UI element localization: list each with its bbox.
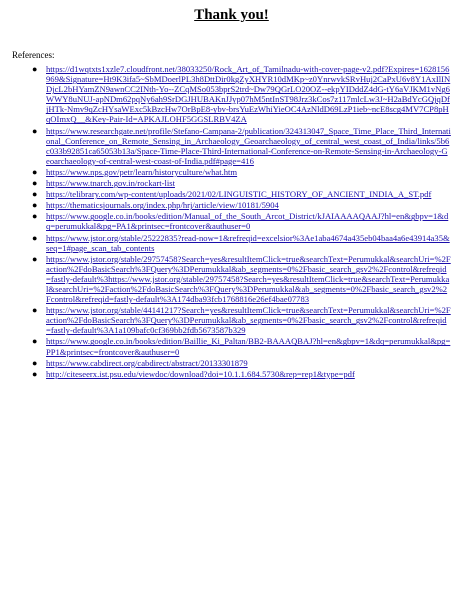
list-item xyxy=(32,357,451,368)
references-list xyxy=(12,64,451,379)
reference-link[interactable]: https://thematicsjournals.org/index.php/hrj/article/view/10181/5904 xyxy=(46,200,279,211)
list-item xyxy=(32,336,451,357)
list-item xyxy=(32,368,451,379)
list-item xyxy=(32,64,451,125)
list-item xyxy=(32,178,451,189)
reference-link[interactable]: https://www.jstor.org/stable/44141217?Search=yes&resultItemClick=true&searchText=Perumukkal&searchUri=%2Faction%2FdoBasicSearch%3FQuery%3DPerumukkal&ab_segments=0%2Fbasic_search_gsv2%2Fcontrol&refreqid=fastly-default%3A1a109bafc0cf369bb2fdb5673587b329 xyxy=(46,305,451,336)
references-heading: References: xyxy=(12,50,55,60)
bullet-icon: ● xyxy=(32,125,38,136)
reference-link[interactable]: https://www.cabdirect.org/cabdirect/abstract/20133301879 xyxy=(46,357,248,368)
reference-link[interactable]: http://citeseerx.ist.psu.edu/viewdoc/download?doi=10.1.1.684.5730&rep=rep1&type=pdf xyxy=(46,368,355,379)
reference-link[interactable]: https://www.tnarch.gov.in/rockart-list xyxy=(46,178,175,189)
bullet-icon: ● xyxy=(32,368,38,379)
bullet-icon: ● xyxy=(32,305,38,316)
reference-link[interactable]: https://www.google.co.in/books/edition/Baillie_Ki_Paltan/BB2-BAAAQBAJ?hl=en&gbpv=1&dq=perumukkal&pg=PP1&printsec=frontcover&authuser=0 xyxy=(46,336,451,357)
reference-link[interactable]: https://www.researchgate.net/profile/Stefano-Campana-2/publication/324313047_Space_Time_Place_Third_International_Conference_on_Remote_Sensing_in_Archaeology_Geoarchaeology_of_central_west_coast_of_India/links/5b6c033b92851ca65053b13a/Space-Time-Place-Third-International-Conference-on-Remote-Sensing-in-Archaeology-Geoarchaeology-of-central-west-coast-of-India.pdf#page=416 xyxy=(46,125,451,166)
reference-link[interactable]: https://www.nps.gov/petr/learn/historyculture/what.htm xyxy=(46,166,238,177)
list-item xyxy=(32,200,451,211)
bullet-icon: ● xyxy=(32,211,38,222)
reference-link[interactable]: https://www.jstor.org/stable/29757458?Search=yes&resultItemClick=true&searchText=Perumukkal&searchUri=%2Faction%2FdoBasicSearch%3FQuery%3DPerumukkal&ab_segments=0%2Fbasic_search_gsv2%2Fcontrol&refreqid=fastly-default%3https://www.jstor.org/stable/29757458?Search=yes&resultItemClick=true&searchText=Perumukkal&searchUri=%2Faction%2FdoBasicSearch%3FQuery%3DPerumukkal&ab_segments=0%2Fbasic_search_gsv2%2Fcontrol&refreqid=fastly-default%3A174dba93fcb1768816e26ef4bae07783 xyxy=(46,253,451,305)
list-item xyxy=(32,232,451,253)
bullet-icon: ● xyxy=(32,64,38,74)
page-title: Thank you! xyxy=(194,7,269,23)
list-item xyxy=(32,189,451,200)
bullet-icon: ● xyxy=(32,336,38,347)
list-item xyxy=(32,166,451,177)
bullet-icon: ● xyxy=(32,232,38,243)
list-item xyxy=(32,211,451,232)
reference-link[interactable]: https://d1wqtxts1xzle7.cloudfront.net/38033250/Rock_Art_of_Tamilnadu-with-cover-page-v2.pdf?Expires=1628156969&Signature=Ht9K3ifa5~SbMDoerlPL3h8DttDir0kgZyXHYR10dMKp~z0YnrwvkSRvHuj2CaPxU6v8Y1AxIlINDjcL2bHYamZN9awnCC2INth-Yo--ZCqMSo053bprS2trd~Dw79QGrLO20OZ--ekpYIDddZ4dG-tY6aVJKM1vNg6WWY8uNUJ-apNDm62pqNy6ah9SrDGJHUBAKnJJyp07hM5ntInST98Jrz3kCos7z117mlcLw3J~H2aBdYcGQjqDfjHTk-Nmv9qZcHYsaWExc5kBzcHw7OrBpE8-ybv-brsYuEzWhiYieOC4AzNldD69LzP1ieb~ncE8scg4MV7CP8pHqOImxQ__&Key-Pair-Id=APKAJLOHF5GGSLRBV4ZA xyxy=(46,64,451,125)
bullet-icon: ● xyxy=(32,357,38,368)
bullet-icon: ● xyxy=(32,189,38,200)
reference-link[interactable]: https://telibrary.com/wp-content/uploads/2021/02/LINGUISTIC_HISTORY_OF_ANCIENT_INDIA_A_ST.pdf xyxy=(46,189,432,200)
reference-link[interactable]: https://www.google.co.in/books/edition/Manual_of_the_South_Arcot_District/kJAIAAAAQAAJ?hl=en&gbpv=1&dq=perumukkal&pg=PA1&printsec=frontcover&authuser=0 xyxy=(46,211,449,232)
reference-link[interactable]: https://www.jstor.org/stable/25222835?read-now=1&refreqid=excelsior%3Ae1aba4674a435eb04baa4a6e43914a35&seq=1#page_scan_tab_contents xyxy=(46,232,450,253)
bullet-icon: ● xyxy=(32,253,38,264)
bullet-icon: ● xyxy=(32,166,38,177)
list-item xyxy=(32,253,451,305)
bullet-icon: ● xyxy=(32,200,38,211)
list-item xyxy=(32,125,451,166)
bullet-icon: ● xyxy=(32,178,38,189)
list-item xyxy=(32,305,451,336)
